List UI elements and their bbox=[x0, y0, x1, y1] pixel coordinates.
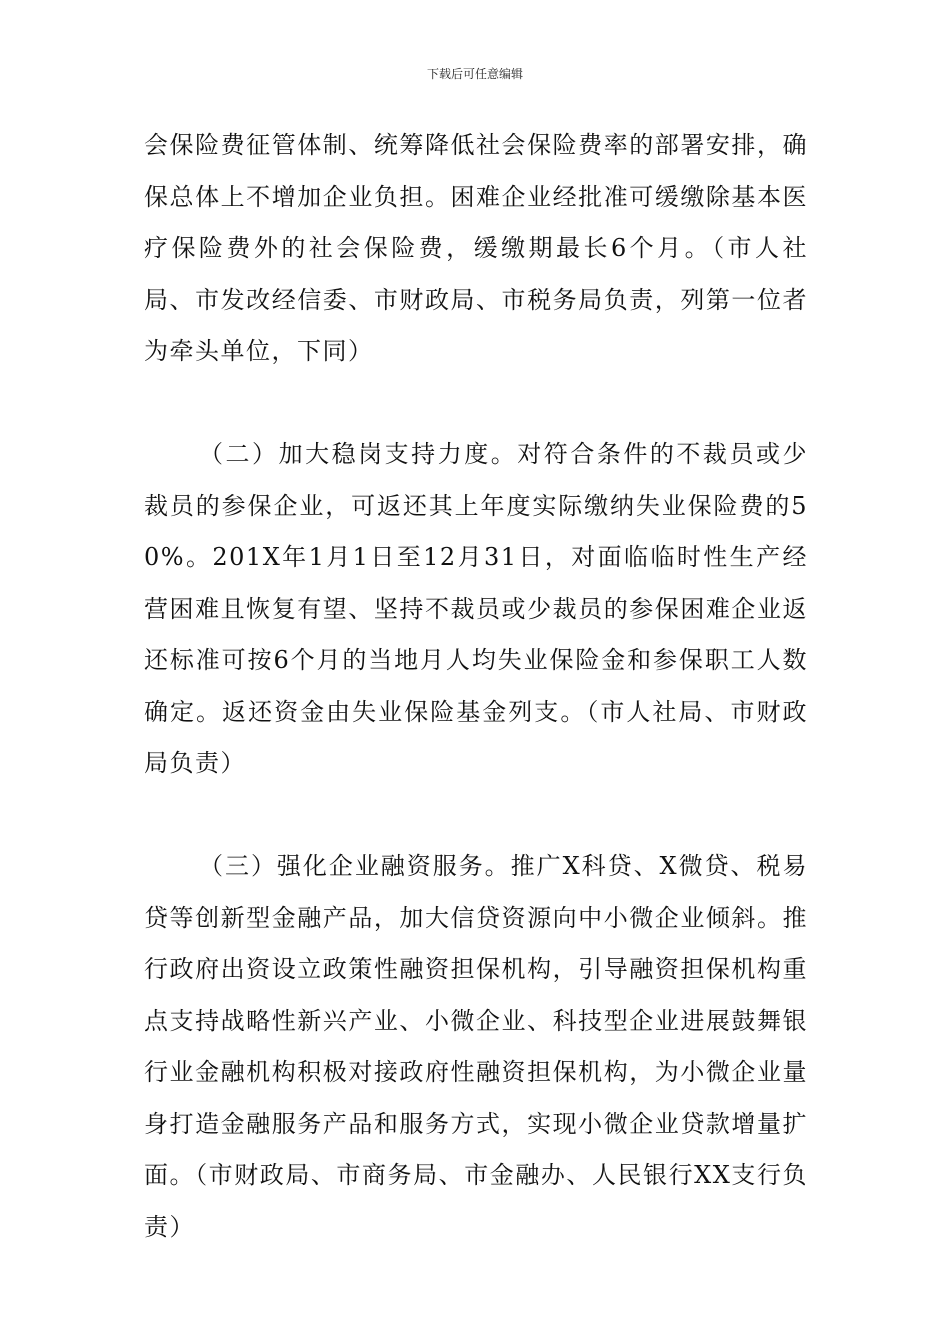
paragraph-gap bbox=[144, 378, 808, 430]
paragraph-section-2: （二）加大稳岗支持力度。对符合条件的不裁员或少裁员的参保企业，可返还其上年度实际缴纳失业保险费的50%。201X年1月1日至12月31日，对面临临时性生产经营困难且恢复有望、坚持不裁员或少裁员的参保困难企业返还标准可按6个月的当地月人均失业保险金和参保职工人数确定。返还资金由失业保险基金列支。（市人社局、市财政局负责） bbox=[144, 440, 808, 777]
paragraph-gap bbox=[144, 790, 808, 842]
document-body bbox=[144, 120, 808, 1253]
paragraph-section-3: （三）强化企业融资服务。推广X科贷、X微贷、税易贷等创新型金融产品，加大信贷资源向中小微企业倾斜。推行政府出资设立政策性融资担保机构，引导融资担保机构重点支持战略性新兴产业、小微企业、科技型企业进展鼓舞银行业金融机构积极对接政府性融资担保机构，为小微企业量身打造金融服务产品和服务方式，实现小微企业贷款增量扩面。（市财政局、市商务局、市金融办、人民银行XX支行负责） bbox=[144, 852, 808, 1241]
page-header: 下载后可任意编辑 bbox=[426, 67, 523, 81]
paragraph-continued: 会保险费征管体制、统筹降低社会保险费率的部署安排，确保总体上不增加企业负担。困难企业经批准可缓缴除基本医疗保险费外的社会保险费，缓缴期最长6个月。（市人社局、市发改经信委、市财政局、市税务局负责，列第一位者为牵头单位，下同） bbox=[144, 131, 808, 365]
